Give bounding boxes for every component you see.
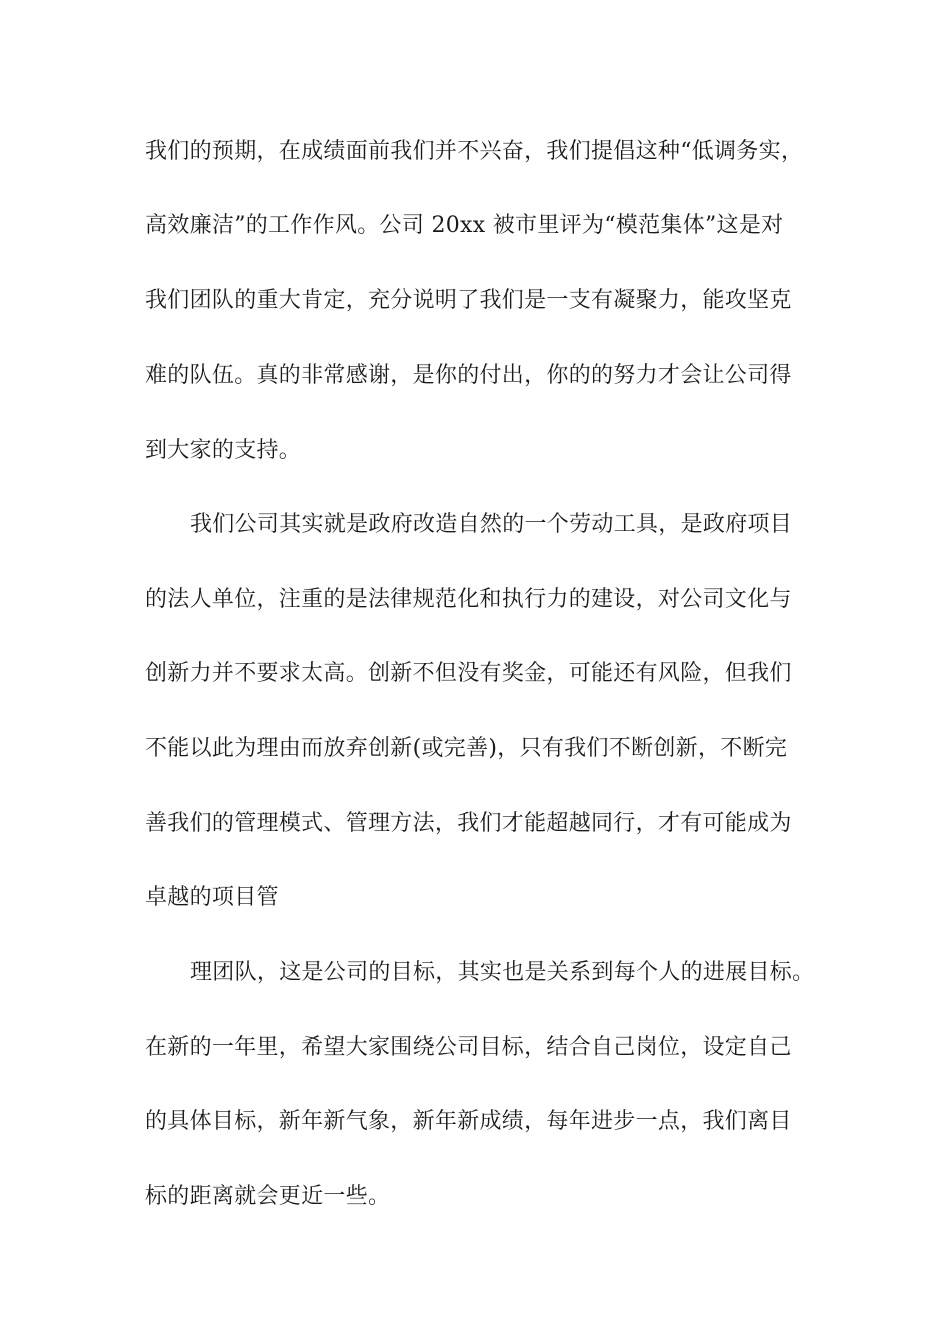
paragraph-first-line: 理团队，这是公司的目标，其实也是关系到每个人的进展目标。 (190, 960, 815, 985)
text-line: 到大家的支持。 (145, 438, 302, 463)
text-line: 善我们的管理模式、管理方法，我们才能超越同行，才有可能成为 (145, 811, 792, 836)
paragraph-first-line: 我们公司其实就是政府改造自然的一个劳动工具，是政府项目 (190, 512, 793, 537)
text-line: 的法人单位，注重的是法律规范化和执行力的建设，对公司文化与 (145, 587, 792, 612)
text-line: 我们的预期，在成绩面前我们并不兴奋，我们提倡这种“低调务实， (145, 139, 804, 164)
text-line: 在新的一年里，希望大家围绕公司目标，结合自己岗位，设定自己 (145, 1035, 792, 1060)
text-line: 的具体目标，新年新气象，新年新成绩，每年进步一点，我们离目 (145, 1109, 792, 1134)
text-line: 卓越的项目管 (145, 885, 279, 910)
text-line: 我们团队的重大肯定，充分说明了我们是一支有凝聚力，能攻坚克 (145, 288, 792, 313)
text-line: 高效廉洁”的工作作风。公司 20xx 被市里评为“模范集体”这是对 (145, 213, 784, 238)
text-line: 标的距离就会更近一些。 (145, 1184, 391, 1209)
text-line: 不能以此为理由而放弃创新(或完善)，只有我们不断创新，不断完 (145, 736, 788, 761)
text-line: 创新力并不要求太高。创新不但没有奖金，可能还有风险，但我们 (145, 661, 792, 686)
text-line: 难的队伍。真的非常感谢，是你的付出，你的的努力才会让公司得 (145, 363, 792, 388)
